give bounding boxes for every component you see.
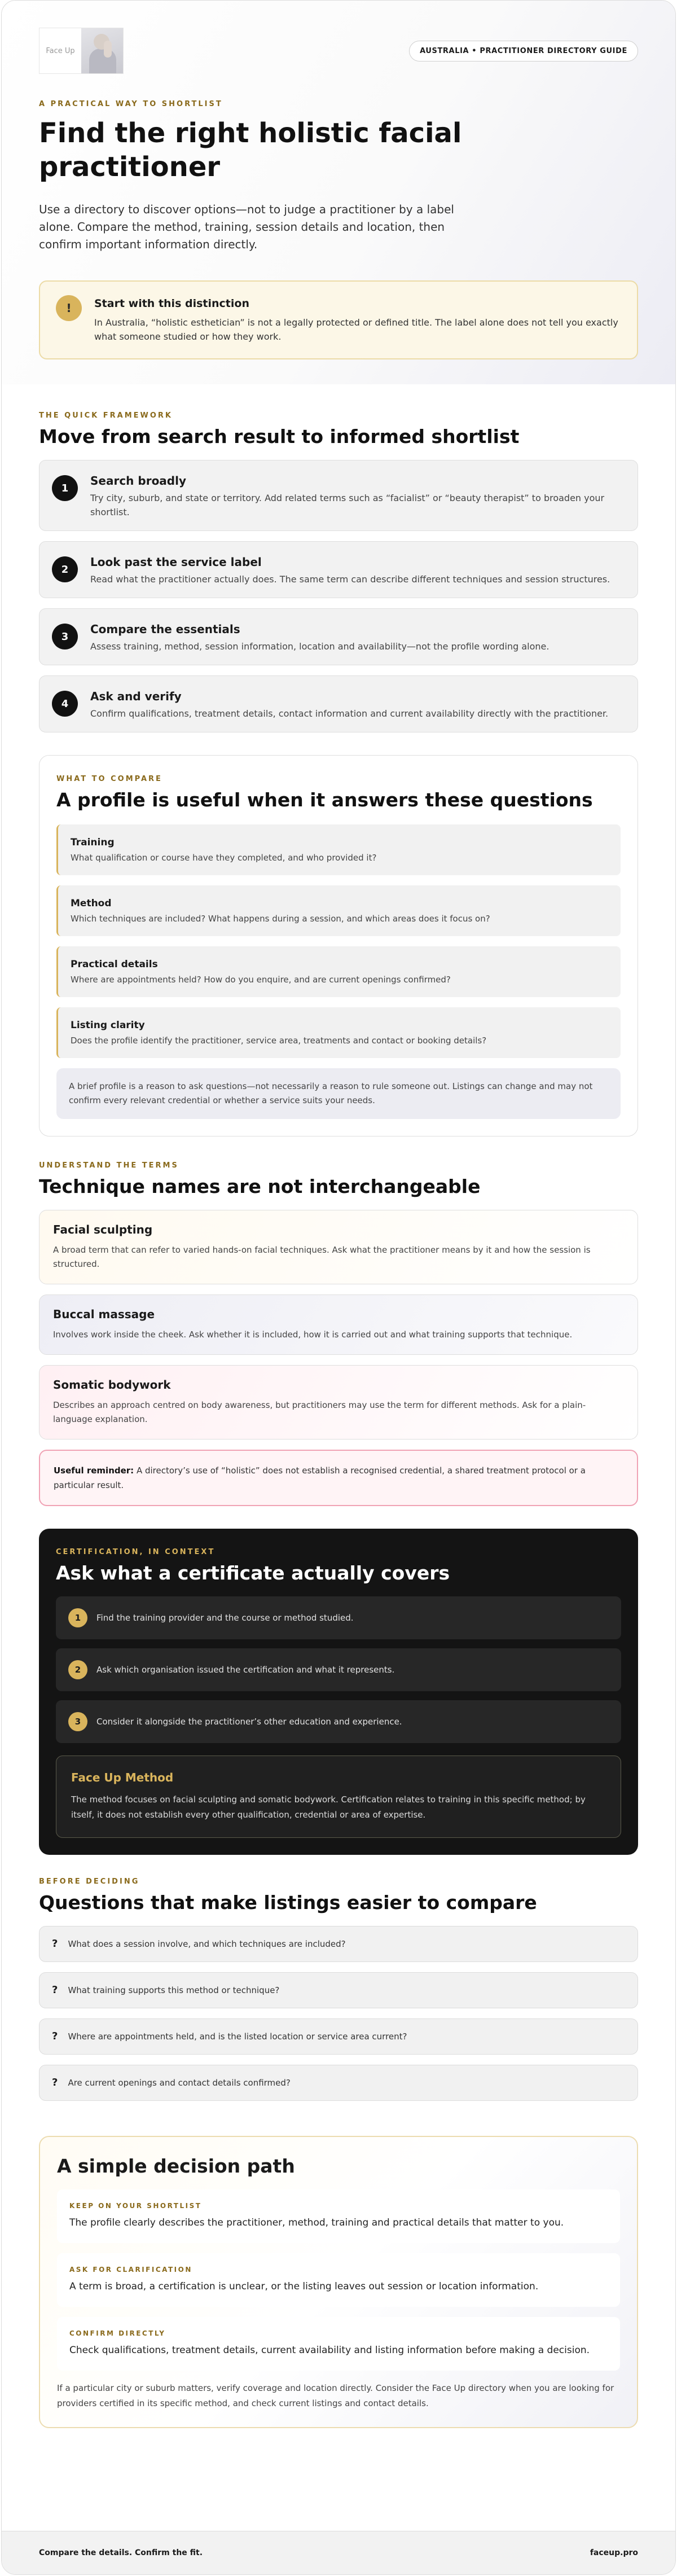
- decision-section: [2, 2136, 675, 2428]
- callout-text: In Australia, “holistic esthetician” is not a legally protected or defined title. The label alone does not tell you exactly what someone studied or how they work.: [94, 317, 618, 342]
- decision-text: A term is broad, a certification is unclear, or the listing leaves out session or location information.: [69, 2281, 539, 2292]
- logo-text: Face Up: [46, 46, 75, 55]
- question-text: What training supports this method or technique?: [68, 1985, 280, 1995]
- decision-title: A simple decision path: [57, 2155, 295, 2177]
- term-text: A broad term that can refer to varied hands-on facial techniques. Ask what the practitioner means by it and how the session is structured.: [53, 1245, 591, 1269]
- decision-label: KEEP ON YOUR SHORTLIST: [69, 2202, 202, 2210]
- directory-guide-pill: AUSTRALIA • PRACTITIONER DIRECTORY GUIDE: [409, 41, 638, 62]
- decision-card: [39, 2136, 638, 2428]
- decision-footnote: If a particular city or suburb matters, verify coverage and location directly. Consider the Face Up directory when you are looking for providers certified in its specific method, and check current listings and contact details.: [57, 2383, 614, 2408]
- certification-card: [39, 1529, 638, 1855]
- compare-card: [39, 755, 638, 1136]
- compare-item-title: Method: [71, 898, 112, 909]
- certification-step-text: Consider it alongside the practitioner’s other education and experience.: [96, 1717, 402, 1727]
- question-item: [39, 1972, 638, 2008]
- step-number: 1: [68, 1608, 87, 1627]
- step-title: Search broadly: [90, 474, 187, 488]
- compare-eyebrow: WHAT TO COMPARE: [56, 775, 162, 783]
- decision-item: [57, 2189, 620, 2243]
- question-mark-icon: ?: [52, 2030, 58, 2042]
- exclamation-icon: !: [56, 295, 82, 321]
- term-card-somatic-bodywork: [39, 1365, 638, 1440]
- method-title: Face Up Method: [71, 1771, 174, 1784]
- certification-title: Ask what a certificate actually covers: [56, 1562, 450, 1584]
- hero: [2, 1, 675, 384]
- hero-lead: Use a directory to discover options—not to judge a practitioner by a label alone. Compare the method, training, session details and location, then confirm important information directly.: [39, 203, 454, 251]
- framework-step: [39, 541, 638, 598]
- reminder-text: A directory’s use of “holistic” does not establish a recognised credential, a shared treatment protocol or a particular result.: [54, 1465, 586, 1490]
- questions-section: [2, 1877, 675, 2101]
- distinction-callout: [39, 280, 638, 359]
- question-item: [39, 2018, 638, 2055]
- step-number: 3: [52, 624, 78, 650]
- term-card-facial-sculpting: [39, 1210, 638, 1284]
- term-title: Somatic bodywork: [53, 1378, 171, 1392]
- compare-item-text: Where are appointments held? How do you enquire, and are current openings confirmed?: [71, 975, 451, 985]
- decision-label: ASK FOR CLARIFICATION: [69, 2266, 192, 2274]
- step-title: Compare the essentials: [90, 622, 240, 636]
- terms-section: [2, 1161, 675, 1506]
- logo-photo: [81, 28, 123, 73]
- certification-section: [2, 1529, 675, 1855]
- certification-step-text: Find the training provider and the course or method studied.: [96, 1613, 354, 1623]
- question-mark-icon: ?: [52, 2077, 58, 2088]
- certification-eyebrow: CERTIFICATION, IN CONTEXT: [56, 1548, 216, 1556]
- face-up-method-box: [56, 1756, 621, 1838]
- compare-item: [56, 824, 621, 875]
- face-up-logo[interactable]: [39, 28, 124, 74]
- footer-tagline: Compare the details. Confirm the fit.: [39, 2548, 203, 2557]
- certification-step-text: Ask which organisation issued the certification and what it represents.: [96, 1665, 395, 1675]
- compare-item-title: Practical details: [71, 959, 158, 970]
- step-title: Look past the service label: [90, 555, 262, 569]
- step-number: 3: [68, 1712, 87, 1731]
- compare-item: [56, 885, 621, 936]
- reminder-label: Useful reminder:: [54, 1465, 134, 1476]
- compare-title: A profile is useful when it answers these questions: [56, 789, 593, 811]
- framework-step: [39, 460, 638, 531]
- framework-step: [39, 608, 638, 665]
- term-card-buccal-massage: [39, 1294, 638, 1355]
- framework-title: Move from search result to informed shortlist: [39, 425, 520, 447]
- footer-site-link[interactable]: faceup.pro: [590, 2548, 638, 2557]
- step-text: Confirm qualifications, treatment details, contact information and current availability directly with the practitioner.: [90, 708, 609, 719]
- framework-eyebrow: THE QUICK FRAMEWORK: [39, 411, 173, 420]
- decision-text: Check qualifications, treatment details, current availability and listing information before making a decision.: [69, 2345, 590, 2356]
- framework-section: [2, 411, 675, 732]
- term-title: Facial sculpting: [53, 1223, 153, 1236]
- questions-title: Questions that make listings easier to compare: [39, 1892, 537, 1914]
- question-text: What does a session involve, and which techniques are included?: [68, 1939, 346, 1949]
- certification-step: [56, 1700, 621, 1743]
- compare-note: A brief profile is a reason to ask questions—not necessarily a reason to rule someone out. Listings can change and may not confirm every relevant credential or whether a service suits your needs.: [56, 1068, 621, 1119]
- terms-eyebrow: UNDERSTAND THE TERMS: [39, 1161, 179, 1170]
- framework-step: [39, 675, 638, 732]
- decision-item: [57, 2253, 620, 2307]
- step-number: 1: [52, 475, 78, 501]
- page: [1, 0, 676, 2575]
- step-text: Read what the practitioner actually does. The same term can describe different techniques and session structures.: [90, 574, 610, 585]
- decision-text: The profile clearly describes the practitioner, method, training and practical details that matter to you.: [69, 2217, 564, 2228]
- certification-step: [56, 1596, 621, 1639]
- compare-section: [2, 755, 675, 1136]
- step-number: 2: [52, 556, 78, 582]
- step-number: 2: [68, 1660, 87, 1679]
- framework-steps: [39, 460, 638, 732]
- questions-eyebrow: BEFORE DECIDING: [39, 1877, 140, 1886]
- certification-step: [56, 1648, 621, 1691]
- compare-item-text: What qualification or course have they completed, and who provided it?: [71, 853, 377, 863]
- method-text: The method focuses on facial sculpting and somatic bodywork. Certification relates to training in this specific method; by itself, it does not establish every other qualification, credential or area of expertise.: [71, 1794, 586, 1820]
- terms-title: Technique names are not interchangeable: [39, 1175, 481, 1197]
- question-mark-icon: ?: [52, 1984, 58, 1996]
- compare-item: [56, 1007, 621, 1058]
- question-mark-icon: ?: [52, 1938, 58, 1950]
- callout-title: Start with this distinction: [94, 297, 249, 310]
- compare-item-text: Which techniques are included? What happens during a session, and which areas does it focus on?: [71, 914, 490, 924]
- step-title: Ask and verify: [90, 690, 182, 703]
- question-text: Where are appointments held, and is the listed location or service area current?: [68, 2031, 407, 2042]
- step-text: Assess training, method, session information, location and availability—not the profile wording alone.: [90, 641, 549, 652]
- top-bar: [39, 28, 638, 74]
- question-item: [39, 2065, 638, 2101]
- term-text: Involves work inside the cheek. Ask whether it is included, how it is carried out and what training supports that technique.: [53, 1329, 573, 1340]
- question-text: Are current openings and contact details confirmed?: [68, 2078, 291, 2088]
- hero-eyebrow: A PRACTICAL WAY TO SHORTLIST: [39, 100, 223, 108]
- useful-reminder: [39, 1450, 638, 1506]
- decision-label: CONFIRM DIRECTLY: [69, 2329, 166, 2337]
- decision-item: [57, 2317, 620, 2371]
- step-number: 4: [52, 691, 78, 717]
- compare-item-text: Does the profile identify the practitioner, service area, treatments and contact or booking details?: [71, 1035, 487, 1046]
- compare-item: [56, 946, 621, 997]
- page-title: Find the right holistic facial practitioner: [39, 117, 462, 183]
- footer: [2, 2531, 675, 2574]
- term-text: Describes an approach centred on body awareness, but practitioners may use the term for different methods. Ask for a plain-language explanation.: [53, 1400, 586, 1424]
- compare-item-title: Listing clarity: [71, 1020, 145, 1031]
- term-title: Buccal massage: [53, 1307, 155, 1321]
- compare-item-title: Training: [71, 837, 115, 848]
- step-text: Try city, suburb, and state or territory. Add related terms such as “facialist” or “beauty therapist” to broaden your shortlist.: [90, 493, 605, 517]
- question-item: [39, 1926, 638, 1962]
